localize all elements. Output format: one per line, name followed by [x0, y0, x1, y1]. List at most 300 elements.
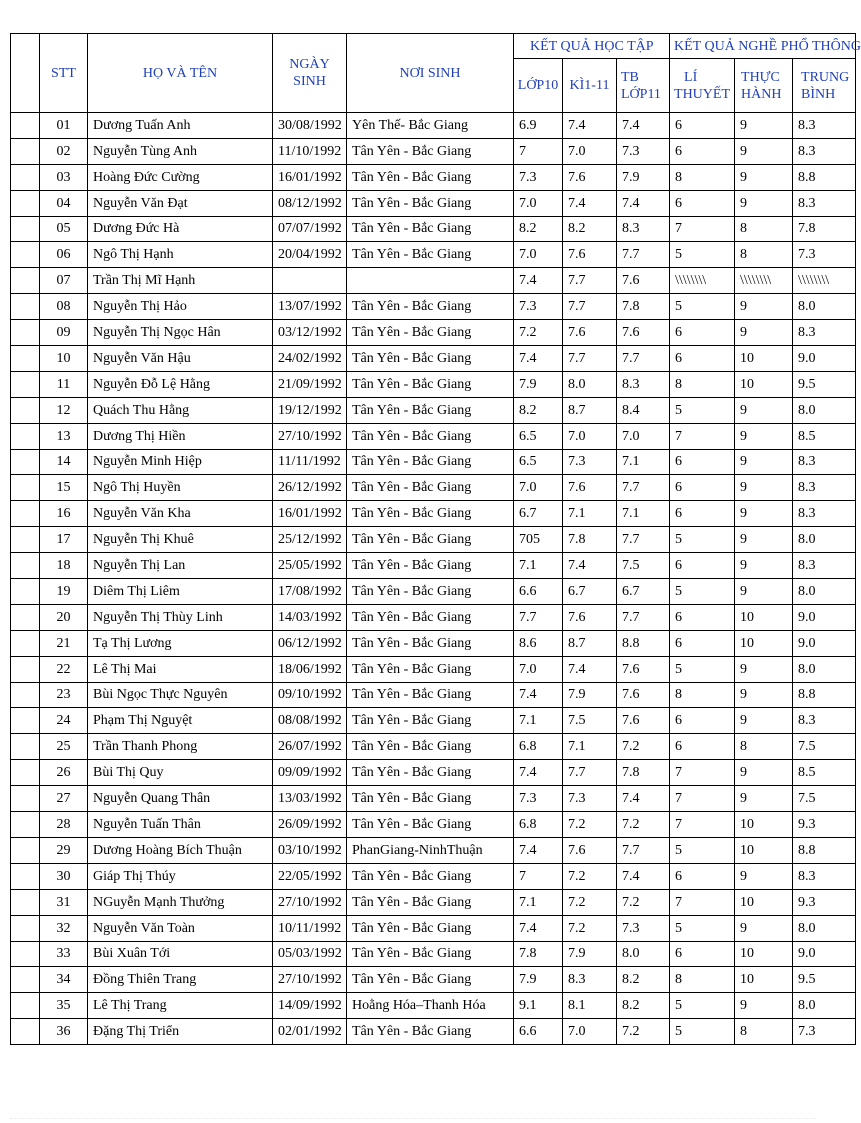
- cell-pob: Tân Yên - Bắc Giang: [347, 604, 514, 630]
- cell-dob: 08/12/1992: [273, 190, 347, 216]
- cell-tb: 8.8: [793, 164, 856, 190]
- cell-stt: 11: [40, 371, 88, 397]
- cell-blank: [11, 863, 40, 889]
- cell-stt: 04: [40, 190, 88, 216]
- cell-name: Dương Đức Hà: [88, 216, 273, 242]
- cell-pob: Tân Yên - Bắc Giang: [347, 397, 514, 423]
- cell-th: 9: [735, 475, 793, 501]
- cell-tb: 9.0: [793, 346, 856, 372]
- cell-dob: 13/07/1992: [273, 294, 347, 320]
- cell-dob: 08/08/1992: [273, 708, 347, 734]
- cell-lop10: 7.3: [514, 786, 563, 812]
- cell-stt: 03: [40, 164, 88, 190]
- cell-stt: 16: [40, 501, 88, 527]
- cell-dob: 07/07/1992: [273, 216, 347, 242]
- cell-pob: Tân Yên - Bắc Giang: [347, 423, 514, 449]
- cell-pob: Tân Yên - Bắc Giang: [347, 915, 514, 941]
- header-name: HỌ VÀ TÊN: [88, 34, 273, 113]
- cell-tb11: 7.6: [617, 656, 670, 682]
- cell-tb: 9.5: [793, 967, 856, 993]
- cell-ki1: 8.2: [563, 216, 617, 242]
- cell-ki1: 7.0: [563, 138, 617, 164]
- cell-blank: [11, 164, 40, 190]
- cell-th: 10: [735, 967, 793, 993]
- cell-lop10: 7.4: [514, 760, 563, 786]
- table-row: [11, 190, 856, 216]
- cell-blank: [11, 190, 40, 216]
- cell-blank: [11, 993, 40, 1019]
- cell-lop10: 8.6: [514, 630, 563, 656]
- table-header: [11, 34, 861, 113]
- cell-lt: 5: [670, 579, 735, 605]
- cell-stt: 06: [40, 242, 88, 268]
- cell-stt: 21: [40, 630, 88, 656]
- cell-dob: 26/07/1992: [273, 734, 347, 760]
- cell-pob: Tân Yên - Bắc Giang: [347, 553, 514, 579]
- cell-name: Nguyễn Thị Thùy Linh: [88, 604, 273, 630]
- cell-stt: 34: [40, 967, 88, 993]
- cell-tb11: 7.9: [617, 164, 670, 190]
- cell-lt: 6: [670, 734, 735, 760]
- table-row: [11, 760, 856, 786]
- header-lop10: LỚP10: [514, 59, 563, 113]
- cell-lop10: 7.0: [514, 242, 563, 268]
- cell-pob: Tân Yên - Bắc Giang: [347, 449, 514, 475]
- cell-pob: Tân Yên - Bắc Giang: [347, 501, 514, 527]
- cell-tb11: 7.6: [617, 682, 670, 708]
- cell-ki1: 7.2: [563, 863, 617, 889]
- cell-th: 9: [735, 423, 793, 449]
- table-row: [11, 371, 856, 397]
- table-row: [11, 501, 856, 527]
- header-group-vocational: KẾT QUẢ NGHỀ PHỔ THÔNG: [670, 34, 856, 59]
- cell-tb: 9.3: [793, 812, 856, 838]
- cell-ki1: 7.4: [563, 190, 617, 216]
- spreadsheet: [10, 33, 861, 1045]
- cell-th: 9: [735, 579, 793, 605]
- cell-pob: Hoằng Hóa–Thanh Hóa: [347, 993, 514, 1019]
- cell-tb11: 8.2: [617, 993, 670, 1019]
- cell-lop10: 8.2: [514, 397, 563, 423]
- cell-name: Nguyễn Tuấn Thân: [88, 812, 273, 838]
- header-tb-line1: TB: [621, 69, 639, 85]
- cell-blank: [11, 734, 40, 760]
- cell-pob: Tân Yên - Bắc Giang: [347, 863, 514, 889]
- cell-blank: [11, 682, 40, 708]
- cell-lop10: 705: [514, 527, 563, 553]
- cell-dob: 17/08/1992: [273, 579, 347, 605]
- cell-blank: [11, 630, 40, 656]
- student-results-table: [10, 33, 861, 1045]
- cell-th: 9: [735, 190, 793, 216]
- cell-tb: 8.0: [793, 915, 856, 941]
- table-row: [11, 786, 856, 812]
- table-row: [11, 579, 856, 605]
- cell-lop10: 7.1: [514, 889, 563, 915]
- cell-dob: 13/03/1992: [273, 786, 347, 812]
- cell-dob: 16/01/1992: [273, 501, 347, 527]
- cell-th: 10: [735, 604, 793, 630]
- cell-lop10: 6.5: [514, 423, 563, 449]
- header-stt: STT: [40, 34, 88, 113]
- cell-tb: 8.3: [793, 113, 856, 139]
- cell-name: Phạm Thị Nguyệt: [88, 708, 273, 734]
- cell-lop10: 6.5: [514, 449, 563, 475]
- header-th-line1: THỰC: [741, 69, 780, 85]
- cell-pob: Tân Yên - Bắc Giang: [347, 242, 514, 268]
- cell-th: 9: [735, 397, 793, 423]
- cell-th: 9: [735, 320, 793, 346]
- cell-pob: Tân Yên - Bắc Giang: [347, 138, 514, 164]
- cell-lt: 5: [670, 397, 735, 423]
- table-row: [11, 242, 856, 268]
- cell-tb11: 7.1: [617, 501, 670, 527]
- cell-lt: 6: [670, 708, 735, 734]
- cell-ki1: 7.6: [563, 604, 617, 630]
- cell-blank: [11, 579, 40, 605]
- header-ly-line2: THUYẾT: [674, 86, 731, 102]
- cell-pob: Tân Yên - Bắc Giang: [347, 812, 514, 838]
- cell-pob: PhanGiang-NinhThuận: [347, 837, 514, 863]
- cell-dob: 19/12/1992: [273, 397, 347, 423]
- cell-name: Nguyễn Tùng Anh: [88, 138, 273, 164]
- table-row: [11, 320, 856, 346]
- cell-ki1: 6.7: [563, 579, 617, 605]
- cell-name: Dương Thị Hiền: [88, 423, 273, 449]
- cell-lt: 6: [670, 138, 735, 164]
- cell-lop10: 6.8: [514, 734, 563, 760]
- cell-lop10: 9.1: [514, 993, 563, 1019]
- cell-th: 10: [735, 346, 793, 372]
- table-row: [11, 682, 856, 708]
- cell-lt: 5: [670, 1019, 735, 1045]
- cell-pob: Tân Yên - Bắc Giang: [347, 164, 514, 190]
- table-row: [11, 216, 856, 242]
- cell-name: Nguyễn Thị Khuê: [88, 527, 273, 553]
- cell-th: 9: [735, 863, 793, 889]
- cell-ki1: 7.7: [563, 268, 617, 294]
- table-row: [11, 837, 856, 863]
- cell-stt: 17: [40, 527, 88, 553]
- cell-stt: 33: [40, 941, 88, 967]
- table-row: [11, 993, 856, 1019]
- cell-dob: 26/09/1992: [273, 812, 347, 838]
- cell-name: Nguyễn Văn Toàn: [88, 915, 273, 941]
- cell-tb11: 7.5: [617, 553, 670, 579]
- cell-ki1: 7.6: [563, 242, 617, 268]
- cell-dob: 24/02/1992: [273, 346, 347, 372]
- cell-name: Lê Thị Mai: [88, 656, 273, 682]
- table-row: [11, 553, 856, 579]
- cell-tb11: 7.2: [617, 812, 670, 838]
- cell-tb: 7.5: [793, 734, 856, 760]
- cell-stt: 09: [40, 320, 88, 346]
- cell-tb11: 7.2: [617, 1019, 670, 1045]
- cell-ki1: 7.4: [563, 553, 617, 579]
- cell-tb: 8.5: [793, 760, 856, 786]
- cell-lop10: 7.4: [514, 268, 563, 294]
- cell-lop10: 7: [514, 138, 563, 164]
- cell-tb11: 7.4: [617, 863, 670, 889]
- cell-stt: 02: [40, 138, 88, 164]
- cell-tb11: 7.4: [617, 786, 670, 812]
- cell-name: Ngô Thị Hạnh: [88, 242, 273, 268]
- table-row: [11, 915, 856, 941]
- cell-lt: 6: [670, 553, 735, 579]
- cell-name: Nguyễn Văn Kha: [88, 501, 273, 527]
- cell-lop10: 6.6: [514, 579, 563, 605]
- cell-name: Trần Thị Mĩ Hạnh: [88, 268, 273, 294]
- cell-tb: 8.8: [793, 682, 856, 708]
- cell-lt: 6: [670, 501, 735, 527]
- table-row: [11, 656, 856, 682]
- cell-stt: 15: [40, 475, 88, 501]
- cell-stt: 18: [40, 553, 88, 579]
- cell-name: Nguyễn Thị Ngọc Hân: [88, 320, 273, 346]
- cell-ki1: 7.9: [563, 682, 617, 708]
- cell-lop10: 7.4: [514, 682, 563, 708]
- cell-tb11: 7.6: [617, 320, 670, 346]
- cell-name: Hoàng Đức Cường: [88, 164, 273, 190]
- cell-th: 8: [735, 216, 793, 242]
- cell-lt: 5: [670, 915, 735, 941]
- cell-ki1: 7.0: [563, 1019, 617, 1045]
- cell-th: 8: [735, 1019, 793, 1045]
- cell-tb: \\\\\\\\: [793, 268, 856, 294]
- cell-pob: Tân Yên - Bắc Giang: [347, 967, 514, 993]
- cell-name: Dương Hoàng Bích Thuận: [88, 837, 273, 863]
- cell-lt: 5: [670, 294, 735, 320]
- cell-blank: [11, 941, 40, 967]
- cell-dob: 09/10/1992: [273, 682, 347, 708]
- cell-ki1: 7.7: [563, 346, 617, 372]
- cell-tb: 7.5: [793, 786, 856, 812]
- table-row: [11, 449, 856, 475]
- cell-th: 10: [735, 889, 793, 915]
- cell-th: 9: [735, 501, 793, 527]
- table-row: [11, 294, 856, 320]
- cell-tb: 8.5: [793, 423, 856, 449]
- cell-lt: 6: [670, 630, 735, 656]
- cell-ki1: 8.1: [563, 993, 617, 1019]
- cell-stt: 23: [40, 682, 88, 708]
- cell-ki1: 8.7: [563, 630, 617, 656]
- cell-name: Dương Tuấn Anh: [88, 113, 273, 139]
- cell-ki1: 7.4: [563, 656, 617, 682]
- cell-lt: 7: [670, 216, 735, 242]
- cell-blank: [11, 268, 40, 294]
- cell-stt: 22: [40, 656, 88, 682]
- cell-tb: 7.3: [793, 242, 856, 268]
- cell-tb: 8.0: [793, 993, 856, 1019]
- cell-stt: 01: [40, 113, 88, 139]
- cell-ki1: 7.5: [563, 708, 617, 734]
- cell-th: 10: [735, 837, 793, 863]
- cell-th: 9: [735, 786, 793, 812]
- cell-tb: 9.3: [793, 889, 856, 915]
- cell-pob: Tân Yên - Bắc Giang: [347, 708, 514, 734]
- cell-dob: 11/10/1992: [273, 138, 347, 164]
- cell-ki1: 7.7: [563, 294, 617, 320]
- cell-blank: [11, 889, 40, 915]
- table-row: [11, 527, 856, 553]
- cell-name: Bùi Thị Quy: [88, 760, 273, 786]
- cell-th: \\\\\\\\: [735, 268, 793, 294]
- cell-lop10: 7: [514, 863, 563, 889]
- cell-lt: 5: [670, 656, 735, 682]
- header-tr-line2: BÌNH: [801, 86, 836, 102]
- table-row: [11, 113, 856, 139]
- cell-pob: Tân Yên - Bắc Giang: [347, 527, 514, 553]
- cell-dob: 20/04/1992: [273, 242, 347, 268]
- cell-tb: 8.0: [793, 294, 856, 320]
- cell-stt: 28: [40, 812, 88, 838]
- cell-blank: [11, 320, 40, 346]
- cell-th: 10: [735, 941, 793, 967]
- cell-dob: 25/12/1992: [273, 527, 347, 553]
- cell-pob: Tân Yên - Bắc Giang: [347, 786, 514, 812]
- table-row: [11, 604, 856, 630]
- table-row: [11, 397, 856, 423]
- cell-ki1: 7.7: [563, 760, 617, 786]
- cell-tb11: 8.3: [617, 216, 670, 242]
- cell-dob: 06/12/1992: [273, 630, 347, 656]
- cell-tb: 9.5: [793, 371, 856, 397]
- cell-stt: 12: [40, 397, 88, 423]
- cell-lt: 5: [670, 993, 735, 1019]
- cell-ki1: 7.6: [563, 164, 617, 190]
- cell-name: Đồng Thiên Trang: [88, 967, 273, 993]
- cell-tb11: 6.7: [617, 579, 670, 605]
- cell-tb: 8.0: [793, 579, 856, 605]
- cell-stt: 13: [40, 423, 88, 449]
- cell-tb: 8.3: [793, 190, 856, 216]
- cell-name: Nguyễn Văn Đạt: [88, 190, 273, 216]
- cell-blank: [11, 397, 40, 423]
- cell-ki1: 8.7: [563, 397, 617, 423]
- cell-tb11: 7.7: [617, 242, 670, 268]
- header-thuc-hanh: [735, 59, 793, 113]
- cell-lt: 7: [670, 786, 735, 812]
- cell-pob: Tân Yên - Bắc Giang: [347, 579, 514, 605]
- cell-tb11: 8.2: [617, 967, 670, 993]
- cell-blank: [11, 553, 40, 579]
- cell-dob: 22/05/1992: [273, 863, 347, 889]
- cell-blank: [11, 967, 40, 993]
- cell-blank: [11, 449, 40, 475]
- cell-lop10: 7.2: [514, 320, 563, 346]
- cell-tb11: 7.2: [617, 734, 670, 760]
- cell-pob: Tân Yên - Bắc Giang: [347, 734, 514, 760]
- cell-lop10: 7.8: [514, 941, 563, 967]
- cell-tb: 8.3: [793, 320, 856, 346]
- cell-ki1: 7.3: [563, 786, 617, 812]
- header-dob: [273, 34, 347, 113]
- cell-lop10: 7.1: [514, 708, 563, 734]
- cell-pob: [347, 268, 514, 294]
- cell-th: 10: [735, 812, 793, 838]
- cell-stt: 20: [40, 604, 88, 630]
- cell-dob: 10/11/1992: [273, 915, 347, 941]
- cell-lop10: 6.6: [514, 1019, 563, 1045]
- cell-tb11: 7.7: [617, 604, 670, 630]
- cell-dob: 09/09/1992: [273, 760, 347, 786]
- cell-tb: 7.8: [793, 216, 856, 242]
- cell-lt: 6: [670, 320, 735, 346]
- cell-dob: 27/10/1992: [273, 423, 347, 449]
- header-dob-line2: SINH: [293, 74, 326, 89]
- cell-stt: 14: [40, 449, 88, 475]
- cell-name: Bùi Ngọc Thực Nguyên: [88, 682, 273, 708]
- blank-header-cell: [11, 34, 40, 113]
- cell-name: NGuyễn Mạnh Thưởng: [88, 889, 273, 915]
- cell-tb11: 7.7: [617, 837, 670, 863]
- cell-blank: [11, 837, 40, 863]
- header-dob-line1: NGÀY: [289, 57, 330, 72]
- cell-dob: 18/06/1992: [273, 656, 347, 682]
- cell-pob: Tân Yên - Bắc Giang: [347, 889, 514, 915]
- cell-tb11: 8.8: [617, 630, 670, 656]
- header-ly-thuyet: [670, 59, 735, 113]
- cell-lt: 8: [670, 967, 735, 993]
- cell-ki1: 7.4: [563, 113, 617, 139]
- cell-pob: Tân Yên - Bắc Giang: [347, 941, 514, 967]
- cell-th: 9: [735, 294, 793, 320]
- cell-name: Bùi Xuân Tới: [88, 941, 273, 967]
- cell-th: 9: [735, 682, 793, 708]
- table-row: [11, 889, 856, 915]
- cell-lop10: 8.2: [514, 216, 563, 242]
- cell-blank: [11, 216, 40, 242]
- cell-lt: 6: [670, 449, 735, 475]
- cell-stt: 26: [40, 760, 88, 786]
- cell-stt: 24: [40, 708, 88, 734]
- cell-th: 10: [735, 371, 793, 397]
- cell-blank: [11, 760, 40, 786]
- cell-lt: 6: [670, 346, 735, 372]
- cell-ki1: 8.0: [563, 371, 617, 397]
- cell-dob: 21/09/1992: [273, 371, 347, 397]
- cell-th: 9: [735, 164, 793, 190]
- cell-tb11: 7.4: [617, 190, 670, 216]
- cell-th: 8: [735, 734, 793, 760]
- cell-pob: Tân Yên - Bắc Giang: [347, 1019, 514, 1045]
- cell-tb: 8.0: [793, 397, 856, 423]
- cell-lt: 5: [670, 242, 735, 268]
- cell-ki1: 7.6: [563, 837, 617, 863]
- cell-pob: Tân Yên - Bắc Giang: [347, 294, 514, 320]
- cell-ki1: 7.2: [563, 812, 617, 838]
- cell-lt: 8: [670, 371, 735, 397]
- cell-tb: 9.0: [793, 604, 856, 630]
- cell-lt: 6: [670, 113, 735, 139]
- cell-lt: 6: [670, 941, 735, 967]
- cell-pob: Yên Thế- Bắc Giang: [347, 113, 514, 139]
- cell-dob: 26/12/1992: [273, 475, 347, 501]
- table-row: [11, 812, 856, 838]
- cell-blank: [11, 371, 40, 397]
- cell-dob: 30/08/1992: [273, 113, 347, 139]
- table-row: [11, 475, 856, 501]
- cell-lop10: 7.0: [514, 475, 563, 501]
- cell-blank: [11, 138, 40, 164]
- cell-ki1: 8.3: [563, 967, 617, 993]
- cell-name: Nguyễn Đỗ Lệ Hằng: [88, 371, 273, 397]
- cell-lop10: 7.7: [514, 604, 563, 630]
- cell-blank: [11, 475, 40, 501]
- cell-stt: 25: [40, 734, 88, 760]
- cell-th: 9: [735, 656, 793, 682]
